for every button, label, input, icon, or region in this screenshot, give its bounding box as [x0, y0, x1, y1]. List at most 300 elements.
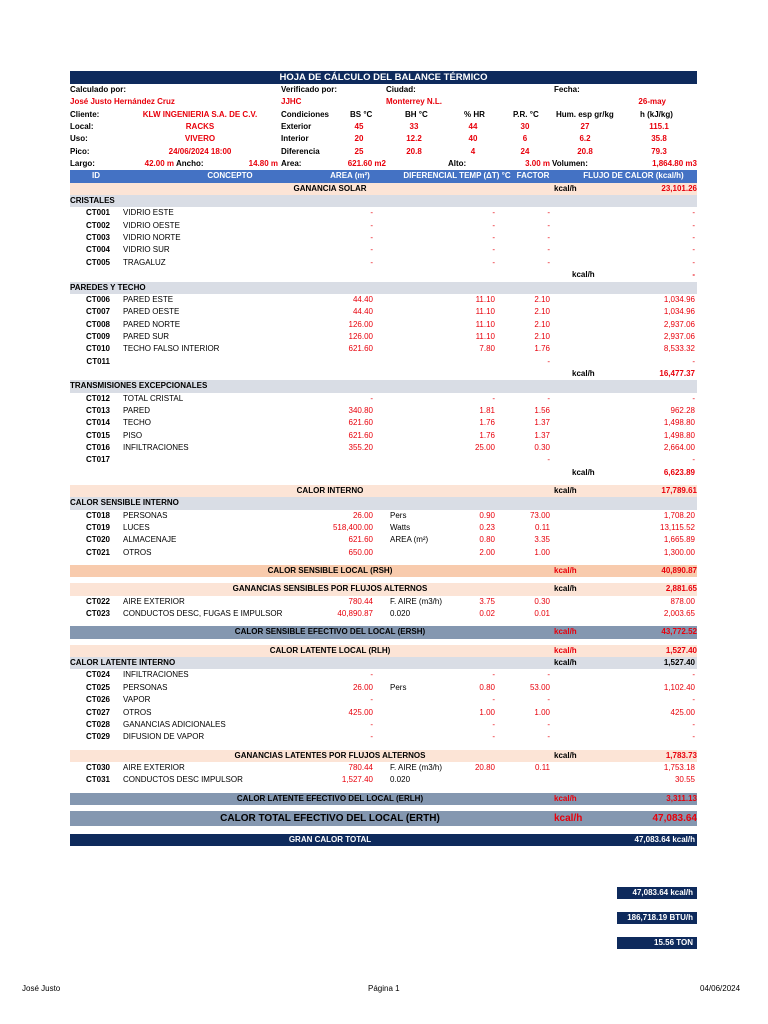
table-row: [70, 343, 697, 355]
row-dt: -: [492, 245, 495, 255]
table-row: [70, 669, 697, 681]
row-area: -: [370, 257, 373, 267]
row-id: CT010: [85, 344, 110, 354]
row-id: CT022: [85, 596, 110, 606]
cond-val: 40: [468, 134, 478, 144]
row-dt: -: [492, 719, 495, 729]
fecha-value: 26-may: [638, 97, 666, 107]
row-id: CT021: [85, 547, 110, 557]
row-factor: 0.11: [535, 523, 550, 533]
summary-total: 3,311.13: [666, 793, 697, 803]
row-id: CT024: [85, 670, 110, 680]
subtotal-row: [70, 368, 697, 380]
row-flujo: -: [692, 208, 695, 218]
subtotal-row: [70, 467, 697, 479]
total-btu: 186,718.19 BTU/h: [617, 912, 697, 924]
row-id: CT030: [85, 762, 110, 772]
calc-label: Calculado por:: [70, 85, 127, 94]
row-factor: 0.11: [535, 762, 550, 772]
row-factor: -: [547, 393, 550, 403]
gran-total-value: 47,083.64 kcal/h: [634, 834, 695, 844]
row-flujo: 1,034.96: [663, 294, 695, 304]
row-id: CT014: [85, 418, 110, 428]
subtotal-row: [70, 269, 697, 281]
row-dt: -: [492, 732, 495, 742]
cond-val: 27: [580, 122, 590, 132]
summary-total: 47,083.64: [652, 812, 697, 824]
table-header: [70, 170, 697, 182]
total-kcal: 47,083.64 kcal/h: [617, 887, 697, 899]
table-row: [70, 547, 697, 559]
row-area: 780.44: [348, 596, 373, 606]
row-id: CT016: [85, 442, 110, 452]
row-area: -: [370, 233, 373, 243]
section-label: [70, 282, 697, 294]
largo-label: Largo:: [70, 159, 95, 169]
row-id: CT026: [85, 695, 110, 705]
row-flujo: 425.00: [670, 707, 695, 717]
section-label-text: CALOR SENSIBLE INTERNO: [70, 498, 179, 508]
section-label-text: TRANSMISIONES EXCEPCIONALES: [70, 381, 208, 391]
row-concepto: PERSONAS: [123, 510, 168, 520]
ancho-value: 14.80 m: [248, 159, 278, 169]
cliente-label: Cliente:: [70, 109, 100, 119]
row-dt: -: [492, 695, 495, 705]
row-concepto: ALMACENAJE: [123, 535, 177, 545]
row-id: CT013: [85, 405, 110, 415]
row-concepto: PARED SUR: [123, 331, 170, 341]
row-flujo: 2,937.06: [663, 331, 695, 341]
volumen-value: 1,864.80 m3: [652, 159, 697, 169]
table-row: [70, 596, 697, 608]
row-dt: 3.75: [479, 596, 495, 606]
row-concepto: PARED NORTE: [123, 319, 181, 329]
row-flujo: 1,102.40: [663, 682, 695, 692]
subtotal-unit: kcal/h: [572, 368, 595, 378]
row-area: -: [370, 732, 373, 742]
header-row-dims: [70, 158, 697, 170]
summary-total: 1,527.40: [665, 645, 697, 655]
row-dt: 11.10: [475, 331, 495, 341]
row-factor: 0.30: [534, 596, 550, 606]
cond-col-2: BH °C: [405, 109, 428, 119]
summary-row: [70, 485, 697, 497]
header-row-2: [70, 96, 697, 108]
table-row: [70, 430, 697, 442]
row-area: 518,400.00: [332, 523, 373, 533]
row-area: 44.40: [352, 294, 373, 304]
section-unit: kcal/h: [554, 658, 577, 668]
row-area: 355.20: [348, 442, 373, 452]
row-flujo: -: [692, 233, 695, 243]
row-id: CT009: [85, 331, 110, 341]
row-dt: -: [492, 220, 495, 230]
calc-value: José Justo Hernández Cruz: [70, 97, 175, 107]
row-area: 650.00: [348, 547, 373, 557]
row-id: CT003: [85, 233, 110, 243]
summary-total: 1,783.73: [665, 750, 697, 760]
row-id: CT028: [85, 719, 110, 729]
row-concepto: TOTAL CRISTAL: [123, 393, 184, 403]
sheet-title: HOJA DE CÁLCULO DEL BALANCE TÉRMICO: [70, 71, 697, 84]
col-factor: FACTOR: [516, 171, 550, 181]
table-row: [70, 207, 697, 219]
row-dt: -: [492, 393, 495, 403]
local-value: RACKS: [185, 122, 215, 132]
row-id: CT005: [85, 257, 110, 267]
row-factor: 0.01: [534, 609, 550, 619]
volumen-label: Volumen:: [552, 159, 588, 169]
row-flujo: 1,498.80: [663, 430, 695, 440]
row-flujo: 1,300.00: [663, 547, 695, 557]
summary-row: [70, 583, 697, 595]
section-total: 1,527.40: [663, 658, 695, 668]
header-row-uso: [70, 133, 697, 145]
row-flujo: 1,708.20: [663, 510, 695, 520]
uso-value: VIVERO: [184, 134, 216, 144]
alto-value: 3.00 m: [525, 159, 550, 169]
row-concepto: TECHO FALSO INTERIOR: [123, 344, 220, 354]
table-row: [70, 331, 697, 343]
summary-total: 43,772.52: [661, 627, 697, 637]
row-flujo: -: [692, 257, 695, 267]
row-unit: Pers: [390, 510, 407, 520]
row-id: CT023: [85, 609, 110, 619]
cond-col-6: h (kJ/kg): [640, 109, 673, 119]
spacer: [70, 826, 697, 834]
row-concepto: TRAGALUZ: [123, 257, 166, 267]
row-flujo: -: [692, 670, 695, 680]
total-ton: 15.56 TON: [617, 937, 697, 949]
header-row-pico: [70, 146, 697, 158]
row-factor: 1.37: [534, 430, 550, 440]
summary-unit: kcal/h: [554, 627, 577, 637]
summary-label: CALOR SENSIBLE EFECTIVO DEL LOCAL (ERSH): [234, 627, 426, 637]
row-concepto: PARED ESTE: [123, 294, 174, 304]
row-flujo: 8,533.32: [663, 344, 695, 354]
row-flujo: -: [692, 732, 695, 742]
cond-val: 12.2: [406, 134, 422, 144]
local-label: Local:: [70, 122, 94, 132]
subtotal-unit: kcal/h: [572, 270, 595, 280]
row-concepto: VAPOR: [123, 695, 151, 705]
row-dt: 7.80: [479, 344, 495, 354]
row-concepto: PARED OESTE: [123, 307, 180, 317]
uso-label: Uso:: [70, 134, 88, 144]
balance-sheet: [70, 71, 697, 846]
row-flujo: 1,498.80: [663, 418, 695, 428]
cond-row-label: Interior: [281, 134, 309, 144]
ciudad-value: Monterrey N.L.: [386, 97, 443, 107]
table-row: [70, 707, 697, 719]
table-row: [70, 774, 697, 786]
area-value: 621.60 m2: [347, 159, 386, 169]
row-factor: 1.56: [534, 405, 550, 415]
row-concepto: PERSONAS: [123, 682, 168, 692]
cond-val: 4: [470, 146, 476, 156]
summary-total: 40,890.87: [661, 566, 697, 576]
row-concepto: AIRE EXTERIOR: [123, 762, 185, 772]
row-factor: -: [547, 356, 550, 366]
section-label-text: PAREDES Y TECHO: [70, 282, 146, 292]
row-area: 340.80: [348, 405, 373, 415]
row-dt: 0.80: [479, 535, 495, 545]
row-area: -: [370, 670, 373, 680]
ver-label: Verificado por:: [281, 85, 338, 94]
row-concepto: AIRE EXTERIOR: [123, 596, 185, 606]
pico-value: 24/06/2024 18:00: [168, 146, 232, 156]
alto-label: Alto:: [448, 159, 467, 169]
subtotal-value: -: [692, 270, 695, 280]
row-concepto: VIDRIO SUR: [123, 245, 170, 255]
row-concepto: DIFUSION DE VAPOR: [123, 732, 205, 742]
row-factor: -: [547, 670, 550, 680]
table-row: [70, 220, 697, 232]
table-row: [70, 719, 697, 731]
summary-row: [70, 750, 697, 762]
row-dt: 0.23: [479, 523, 495, 533]
row-flujo: 1,753.18: [663, 762, 695, 772]
row-factor: -: [547, 233, 550, 243]
row-concepto: INFILTRACIONES: [123, 670, 189, 680]
row-factor: -: [547, 208, 550, 218]
subtotal-value: 16,477.37: [659, 368, 695, 378]
row-area: -: [370, 393, 373, 403]
row-area: 40,890.87: [337, 609, 373, 619]
row-unit: Watts: [390, 523, 411, 533]
summary-unit: kcal/h: [554, 793, 577, 803]
row-area: -: [370, 208, 373, 218]
cond-val: 35.8: [651, 134, 667, 144]
row-factor: -: [547, 257, 550, 267]
col-area: AREA (m²): [330, 171, 370, 181]
subtotal-unit: kcal/h: [572, 467, 595, 477]
cond-col-3: % HR: [464, 109, 485, 119]
row-concepto: TECHO: [123, 418, 151, 428]
row-unit: 0.020: [390, 609, 411, 619]
summary-row: [70, 183, 697, 195]
row-flujo: -: [692, 220, 695, 230]
gran-total-label: GRAN CALOR TOTAL: [288, 834, 372, 844]
table-body: [70, 183, 697, 847]
row-concepto: GANANCIAS ADICIONALES: [123, 719, 226, 729]
row-factor: 73.00: [529, 510, 550, 520]
table-row: [70, 244, 697, 256]
row-concepto: PARED: [123, 405, 150, 415]
table-row: [70, 454, 697, 466]
table-row: [70, 319, 697, 331]
summary-total: 17,789.61: [661, 486, 697, 495]
row-unit: Pers: [390, 682, 407, 692]
table-row: [70, 356, 697, 368]
summary-row: [70, 565, 697, 577]
row-dt: 1.81: [479, 405, 495, 415]
section-label: [70, 497, 697, 509]
table-row: [70, 294, 697, 306]
row-flujo: 30.55: [674, 775, 695, 785]
row-unit: F. AIRE (m3/h): [390, 596, 443, 606]
row-id: CT008: [85, 319, 110, 329]
footer-date: 04/06/2024: [700, 984, 741, 993]
row-area: 126.00: [348, 331, 373, 341]
row-factor: 2.10: [534, 307, 550, 317]
row-dt: 11.10: [475, 319, 495, 329]
footer-page: Página 1: [368, 984, 400, 993]
cond-col-0: Condiciones: [281, 109, 330, 119]
row-dt: 11.10: [475, 294, 495, 304]
cond-val: 115.1: [649, 122, 669, 132]
row-unit: F. AIRE (m3/h): [390, 762, 443, 772]
row-dt: 20.80: [474, 762, 495, 772]
row-id: CT006: [85, 294, 110, 304]
row-dt: 1.00: [479, 707, 495, 717]
section-label: [70, 380, 697, 392]
header-row-1: [70, 84, 697, 96]
row-concepto: OTROS: [123, 547, 152, 557]
summary-unit: kcal/h: [554, 584, 577, 594]
row-concepto: INFILTRACIONES: [123, 442, 189, 452]
cond-val: 79.3: [651, 146, 667, 156]
row-id: CT007: [85, 307, 110, 317]
row-id: CT012: [85, 393, 110, 403]
row-area: 26.00: [352, 682, 373, 692]
summary-label: CALOR SENSIBLE LOCAL (RSH): [267, 566, 393, 576]
col-flujo: FLUJO DE CALOR (kcal/h): [583, 171, 684, 181]
row-dt: 1.76: [479, 418, 495, 428]
table-row: [70, 682, 697, 694]
row-concepto: CONDUCTOS DESC, FUGAS E IMPULSOR: [123, 609, 283, 619]
row-area: 621.60: [348, 535, 373, 545]
row-factor: -: [547, 719, 550, 729]
cond-col-5: Hum. esp gr/kg: [556, 109, 614, 119]
cond-val: 6.2: [579, 134, 591, 144]
cond-val: 24: [520, 146, 530, 156]
row-factor: -: [547, 245, 550, 255]
row-area: 26.00: [352, 510, 373, 520]
row-area: 621.60: [348, 430, 373, 440]
ver-value: JJHC: [281, 97, 302, 107]
summary-total: 23,101.26: [661, 183, 697, 193]
cond-val: 45: [354, 122, 364, 132]
row-flujo: 2,003.65: [663, 609, 695, 619]
table-row: [70, 608, 697, 620]
row-concepto: LUCES: [123, 523, 150, 533]
header-row-local: [70, 121, 697, 133]
summary-label: CALOR TOTAL EFECTIVO DEL LOCAL (ERTH): [220, 812, 440, 824]
table-row: [70, 393, 697, 405]
section-label: [70, 195, 697, 207]
row-factor: 0.30: [534, 442, 550, 452]
row-id: CT017: [85, 455, 110, 465]
summary-row: [70, 645, 697, 657]
table-row: [70, 534, 697, 546]
row-dt: -: [492, 208, 495, 218]
row-factor: 2.10: [534, 294, 550, 304]
row-factor: -: [547, 455, 550, 465]
row-factor: -: [547, 695, 550, 705]
row-concepto: VIDRIO ESTE: [123, 208, 174, 218]
row-flujo: -: [692, 719, 695, 729]
row-flujo: 878.00: [670, 596, 695, 606]
row-factor: 2.10: [534, 319, 550, 329]
row-flujo: 2,664.00: [663, 442, 695, 452]
row-area: -: [370, 220, 373, 230]
row-area: 126.00: [348, 319, 373, 329]
row-id: CT018: [85, 510, 110, 520]
row-unit: 0.020: [390, 775, 411, 785]
row-concepto: CONDUCTOS DESC IMPULSOR: [123, 775, 243, 785]
summary-unit: kcal/h: [554, 566, 577, 576]
summary-unit: kcal/h: [554, 812, 583, 824]
section-label-text: CALOR LATENTE INTERNO: [70, 658, 176, 668]
row-id: CT020: [85, 535, 110, 545]
summary-unit: kcal/h: [554, 183, 577, 193]
section-label-text: CRISTALES: [70, 196, 115, 206]
row-flujo: -: [692, 356, 695, 366]
row-dt: -: [492, 257, 495, 267]
row-dt: 25.00: [474, 442, 495, 452]
row-area: -: [370, 245, 373, 255]
summary-label: CALOR INTERNO: [296, 486, 364, 495]
row-dt: 1.76: [479, 430, 495, 440]
table-row: [70, 510, 697, 522]
row-id: CT015: [85, 430, 110, 440]
row-factor: 1.76: [534, 344, 550, 354]
header-row-cliente: [70, 109, 697, 121]
row-area: 621.60: [348, 344, 373, 354]
row-id: CT029: [85, 732, 110, 742]
row-id: CT002: [85, 220, 110, 230]
row-flujo: 2,937.06: [663, 319, 695, 329]
table-row: [70, 762, 697, 774]
table-row: [70, 232, 697, 244]
summary-label: GANANCIA SOLAR: [293, 183, 367, 193]
row-flujo: 1,665.89: [663, 535, 695, 545]
row-flujo: 962.28: [670, 405, 695, 415]
table-row: [70, 405, 697, 417]
row-area: 621.60: [348, 418, 373, 428]
cond-val: 20.8: [577, 146, 593, 156]
cond-val: 30: [520, 122, 530, 132]
row-area: 780.44: [348, 762, 373, 772]
row-dt: 2.00: [479, 547, 495, 557]
col-id: ID: [92, 171, 100, 181]
row-flujo: -: [692, 245, 695, 255]
table-row: [70, 306, 697, 318]
ciudad-label: Ciudad:: [386, 85, 416, 94]
row-id: CT031: [85, 775, 110, 785]
row-flujo: 1,034.96: [663, 307, 695, 317]
cond-col-4: P.R. °C: [513, 109, 539, 119]
cliente-value: KLW INGENIERIA S.A. DE C.V.: [142, 109, 258, 119]
summary-row: [70, 793, 697, 805]
summary-unit: kcal/h: [554, 750, 577, 760]
row-factor: 1.00: [534, 707, 550, 717]
row-dt: 0.02: [479, 609, 495, 619]
cond-val: 6: [522, 134, 528, 144]
row-flujo: -: [692, 695, 695, 705]
ancho-label: Ancho:: [176, 159, 204, 169]
pico-label: Pico:: [70, 146, 90, 156]
table-row: [70, 417, 697, 429]
cond-row-label: Exterior: [281, 122, 312, 132]
subtotal-value: 6,623.89: [663, 467, 695, 477]
table-row: [70, 731, 697, 743]
row-factor: 53.00: [529, 682, 550, 692]
summary-unit: kcal/h: [554, 486, 577, 495]
summary-row: [70, 626, 697, 638]
row-id: CT025: [85, 682, 110, 692]
